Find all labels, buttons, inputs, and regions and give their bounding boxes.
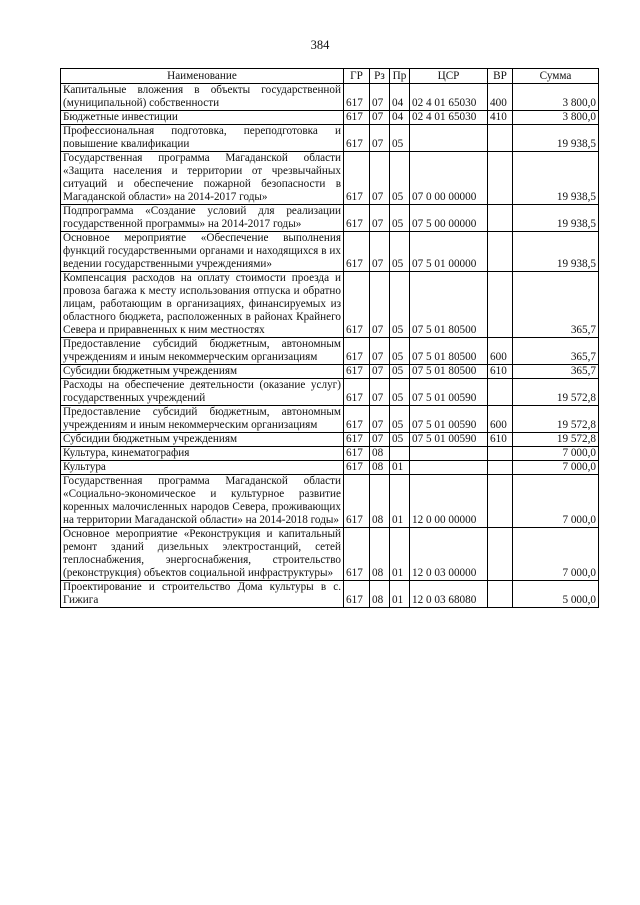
cell-name: Субсидии бюджетным учреждениям [61,433,344,447]
cell-pr: 05 [390,205,410,232]
cell-gr: 617 [344,581,370,608]
cell-sum: 3 800,0 [513,84,599,111]
cell-pr: 04 [390,111,410,125]
cell-pr: 05 [390,433,410,447]
cell-gr: 617 [344,475,370,528]
cell-vr: 610 [488,365,513,379]
cell-csr [410,125,488,152]
cell-csr: 07 5 01 00590 [410,433,488,447]
cell-gr: 617 [344,433,370,447]
cell-sum: 7 000,0 [513,461,599,475]
cell-name: Расходы на обеспечение деятельности (оказание услуг) государственных учреждений [61,379,344,406]
cell-rz: 07 [370,272,390,338]
table-row [61,475,599,528]
cell-sum: 3 800,0 [513,111,599,125]
cell-pr: 05 [390,125,410,152]
cell-pr: 04 [390,84,410,111]
cell-csr: 12 0 03 68080 [410,581,488,608]
cell-name: Предоставление субсидий бюджетным, автономным учреждениям и иным некоммерческим организациям [61,406,344,433]
cell-rz: 07 [370,338,390,365]
cell-rz: 07 [370,125,390,152]
cell-vr [488,461,513,475]
table-row [61,433,599,447]
cell-vr [488,272,513,338]
cell-gr: 617 [344,528,370,581]
cell-pr: 01 [390,461,410,475]
cell-gr: 617 [344,232,370,272]
cell-vr [488,581,513,608]
cell-vr [488,447,513,461]
cell-rz: 08 [370,447,390,461]
cell-name: Государственная программа Магаданской области «Защита населения и территории от чрезвычайных ситуаций и обеспечение пожарной безопасности в Магаданской области» на 2014-2017 годы» [61,152,344,205]
cell-name: Профессиональная подготовка, переподготовка и повышение квалификации [61,125,344,152]
cell-gr: 617 [344,406,370,433]
cell-csr: 07 5 01 80500 [410,338,488,365]
cell-vr: 600 [488,406,513,433]
header-gr: ГР [344,69,370,84]
cell-rz: 08 [370,581,390,608]
cell-sum: 19 572,8 [513,379,599,406]
cell-pr: 05 [390,406,410,433]
cell-name: Капитальные вложения в объекты государственной (муниципальной) собственности [61,84,344,111]
cell-name: Культура [61,461,344,475]
cell-vr [488,232,513,272]
cell-name: Субсидии бюджетным учреждениям [61,365,344,379]
cell-vr: 410 [488,111,513,125]
table-row [61,461,599,475]
cell-sum: 19 938,5 [513,232,599,272]
cell-vr [488,379,513,406]
cell-pr: 01 [390,581,410,608]
cell-rz: 08 [370,461,390,475]
table-row [61,365,599,379]
cell-gr: 617 [344,125,370,152]
cell-csr: 12 0 00 00000 [410,475,488,528]
cell-name: Подпрограмма «Создание условий для реализации государственной программы» на 2014-2017 годы» [61,205,344,232]
table-row [61,152,599,205]
cell-csr: 02 4 01 65030 [410,111,488,125]
cell-pr: 05 [390,272,410,338]
cell-vr [488,152,513,205]
table-body [61,84,599,608]
cell-csr: 07 5 01 00590 [410,406,488,433]
cell-rz: 07 [370,406,390,433]
cell-sum: 7 000,0 [513,475,599,528]
cell-rz: 07 [370,205,390,232]
cell-sum: 365,7 [513,272,599,338]
table-row [61,111,599,125]
cell-name: Бюджетные инвестиции [61,111,344,125]
cell-vr [488,475,513,528]
cell-pr: 05 [390,365,410,379]
cell-pr: 01 [390,528,410,581]
budget-table [60,68,599,608]
cell-rz: 07 [370,232,390,272]
cell-pr [390,447,410,461]
cell-sum: 19 572,8 [513,433,599,447]
cell-pr: 05 [390,338,410,365]
header-pr: Пр [390,69,410,84]
table-header-row [61,69,599,84]
table-row [61,338,599,365]
cell-vr [488,528,513,581]
cell-gr: 617 [344,338,370,365]
cell-gr: 617 [344,205,370,232]
cell-csr: 07 0 00 00000 [410,152,488,205]
header-csr: ЦСР [410,69,488,84]
header-vr: ВР [488,69,513,84]
cell-name: Предоставление субсидий бюджетным, автономным учреждениям и иным некоммерческим организациям [61,338,344,365]
cell-rz: 07 [370,84,390,111]
cell-csr: 12 0 03 00000 [410,528,488,581]
cell-sum: 7 000,0 [513,528,599,581]
cell-vr [488,125,513,152]
table-row [61,406,599,433]
cell-sum: 365,7 [513,365,599,379]
table-row [61,581,599,608]
cell-rz: 07 [370,152,390,205]
cell-gr: 617 [344,152,370,205]
cell-gr: 617 [344,461,370,475]
cell-rz: 07 [370,365,390,379]
header-name: Наименование [61,69,344,84]
cell-gr: 617 [344,365,370,379]
cell-csr: 07 5 01 00000 [410,232,488,272]
cell-gr: 617 [344,111,370,125]
cell-csr: 07 5 00 00000 [410,205,488,232]
cell-gr: 617 [344,84,370,111]
table-row [61,447,599,461]
header-rz: Рз [370,69,390,84]
cell-sum: 5 000,0 [513,581,599,608]
cell-gr: 617 [344,379,370,406]
cell-vr: 610 [488,433,513,447]
cell-csr: 07 5 01 80500 [410,365,488,379]
cell-rz: 07 [370,111,390,125]
cell-rz: 08 [370,528,390,581]
cell-pr: 01 [390,475,410,528]
table-row [61,232,599,272]
table-row [61,528,599,581]
cell-name: Компенсация расходов на оплату стоимости проезда и провоза багажа к месту использования отпуска и обратно лицам, работающим в организациях, финансируемых из областного бюджета, расположенных в районах Крайнего Севера и приравненных к ним местностях [61,272,344,338]
header-sum: Сумма [513,69,599,84]
cell-sum: 19 572,8 [513,406,599,433]
cell-sum: 7 000,0 [513,447,599,461]
cell-name: Культура, кинематография [61,447,344,461]
cell-csr: 07 5 01 00590 [410,379,488,406]
cell-pr: 05 [390,232,410,272]
cell-rz: 07 [370,379,390,406]
cell-sum: 365,7 [513,338,599,365]
cell-pr: 05 [390,379,410,406]
cell-name: Государственная программа Магаданской области «Социально-экономическое и культурное развитие коренных малочисленных народов Севера, проживающих на территории Магаданской области» на 2014-2018 годы» [61,475,344,528]
cell-rz: 07 [370,433,390,447]
cell-gr: 617 [344,447,370,461]
table-row [61,205,599,232]
cell-rz: 08 [370,475,390,528]
cell-gr: 617 [344,272,370,338]
cell-sum: 19 938,5 [513,205,599,232]
cell-sum: 19 938,5 [513,125,599,152]
page-number: 384 [310,38,330,52]
table-row [61,84,599,111]
cell-name: Проектирование и строительство Дома культуры в с. Гижига [61,581,344,608]
cell-sum: 19 938,5 [513,152,599,205]
cell-pr: 05 [390,152,410,205]
cell-name: Основное мероприятие «Обеспечение выполнения функций государственными органами и находящихся в их ведении государственными учреждениями» [61,232,344,272]
cell-vr [488,205,513,232]
cell-vr: 600 [488,338,513,365]
cell-vr: 400 [488,84,513,111]
cell-name: Основное мероприятие «Реконструкция и капитальный ремонт зданий дизельных электростанций, сетей теплоснабжения, энергоснабжения, строительство (реконструкция) объектов социальной инфраструктуры» [61,528,344,581]
cell-csr: 07 5 01 80500 [410,272,488,338]
table-row [61,272,599,338]
table-row [61,125,599,152]
cell-csr [410,447,488,461]
cell-csr: 02 4 01 65030 [410,84,488,111]
table-row [61,379,599,406]
cell-csr [410,461,488,475]
